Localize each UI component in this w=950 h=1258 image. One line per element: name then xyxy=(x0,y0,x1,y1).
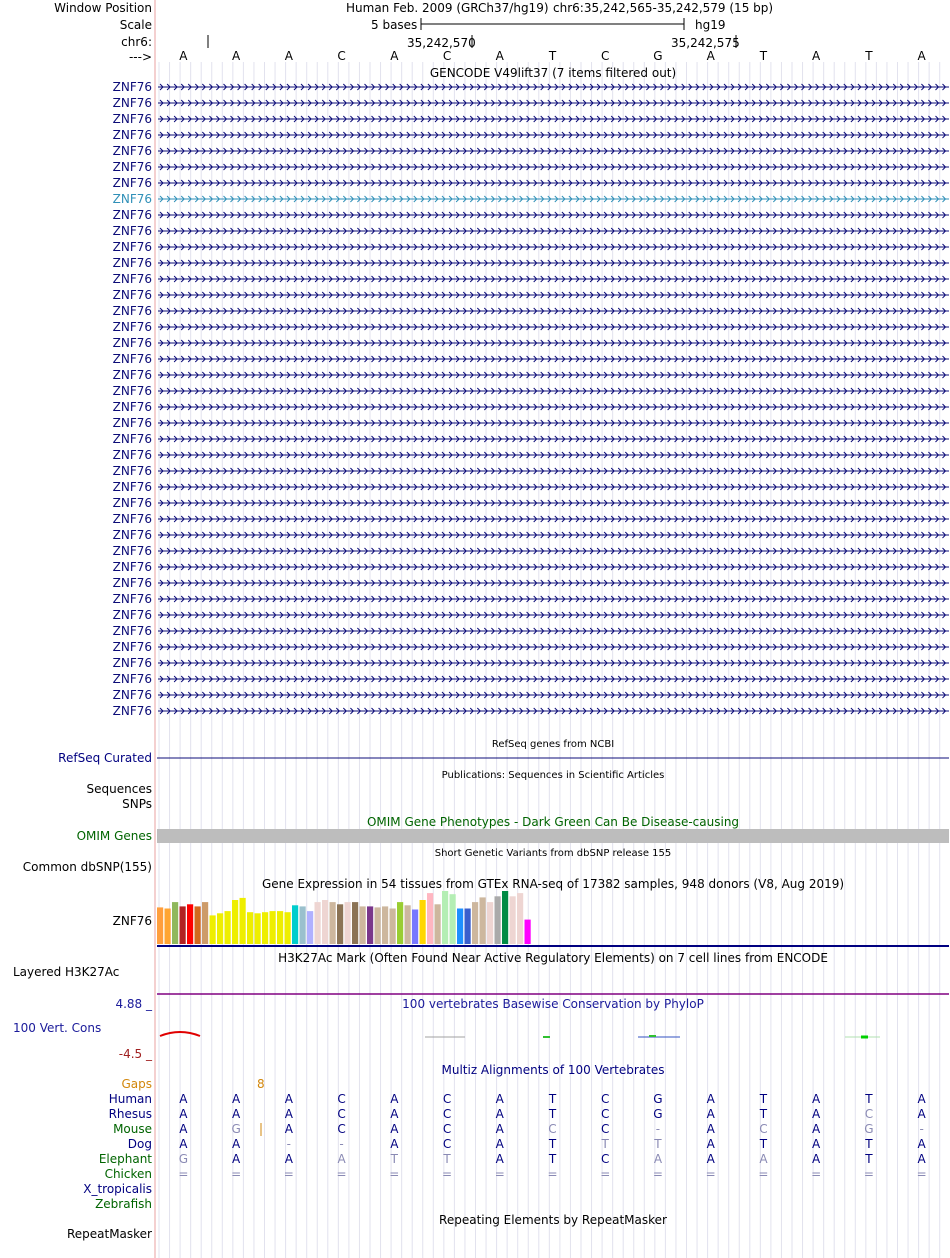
gene-label[interactable]: ZNF76 xyxy=(112,704,152,718)
gtex-bar xyxy=(480,897,486,944)
alignment-base: = xyxy=(600,1167,611,1181)
gene-label[interactable]: ZNF76 xyxy=(112,400,152,414)
phylop-label[interactable]: 100 Vert. Cons xyxy=(13,1021,102,1035)
sequence-base: A xyxy=(179,49,188,63)
gene-label[interactable]: ZNF76 xyxy=(112,464,152,478)
position-label: chr6:35,242,565-35,242,579 (15 bp) xyxy=(553,1,774,15)
alignment-base: A xyxy=(179,1122,188,1136)
gene-label[interactable]: ZNF76 xyxy=(112,432,152,446)
alignment-base: A xyxy=(231,1107,241,1121)
gtex-bar xyxy=(187,904,193,944)
alignment-base: T xyxy=(759,1107,768,1121)
alignment-base: C xyxy=(759,1122,768,1136)
alignment-base: C xyxy=(601,1152,610,1166)
alignment-base: = xyxy=(336,1167,347,1181)
gtex-bar xyxy=(292,905,298,944)
alignment-base: T xyxy=(759,1092,768,1106)
strand-label: ---> xyxy=(128,50,152,64)
species-label[interactable]: Chicken xyxy=(104,1167,152,1181)
alignment-base: A xyxy=(231,1092,241,1106)
h3k27ac-label[interactable]: Layered H3K27Ac xyxy=(13,965,120,979)
sequence-base: A xyxy=(284,49,293,63)
alignment-base: = xyxy=(231,1167,242,1181)
alignment-base: T xyxy=(865,1137,873,1151)
alignment-base: A xyxy=(812,1092,821,1106)
gene-label[interactable]: ZNF76 xyxy=(112,640,152,654)
gtex-bar xyxy=(487,902,493,944)
alignment-base: A xyxy=(495,1122,504,1136)
alignment-base: A xyxy=(812,1107,821,1121)
gene-label[interactable]: ZNF76 xyxy=(112,624,152,638)
alignment-base: T xyxy=(390,1152,398,1166)
alignment-base: G xyxy=(178,1152,189,1166)
alignment-base: G xyxy=(864,1122,874,1136)
alignment-base: A xyxy=(284,1107,293,1121)
alignment-base: A xyxy=(812,1137,821,1151)
gtex-bar xyxy=(517,893,523,944)
alignment-base: A xyxy=(231,1137,241,1151)
alignment-base: C xyxy=(864,1107,874,1121)
gtex-bar xyxy=(495,896,501,944)
gtex-bar xyxy=(412,910,418,945)
species-label[interactable]: X_tropicalis xyxy=(83,1182,152,1196)
dbsnp-label[interactable]: Common dbSNP(155) xyxy=(22,860,152,874)
species-label[interactable]: Mouse xyxy=(113,1122,152,1136)
publications-track-title: Publications: Sequences in Scientific Articles xyxy=(441,770,665,781)
alignment-base: T xyxy=(759,1137,768,1151)
alignment-base: = xyxy=(547,1167,558,1181)
alignment-base: T xyxy=(548,1152,557,1166)
alignment-base: A xyxy=(917,1092,926,1106)
alignment-base: A xyxy=(337,1152,346,1166)
sequence-base: A xyxy=(390,49,399,63)
alignment-base: T xyxy=(654,1137,662,1151)
assembly-label: Human Feb. 2009 (GRCh37/hg19) xyxy=(346,1,549,15)
repeatmasker-label[interactable]: RepeatMasker xyxy=(66,1227,152,1241)
gtex-bar xyxy=(337,904,343,944)
gene-label[interactable]: ZNF76 xyxy=(112,96,152,110)
alignment-base: - xyxy=(919,1122,924,1136)
gtex-bar xyxy=(525,920,531,944)
gene-label[interactable]: ZNF76 xyxy=(112,528,152,542)
gtex-bar xyxy=(157,907,163,944)
multiz-track-title: Multiz Alignments of 100 Vertebrates xyxy=(441,1063,665,1077)
gene-label[interactable]: ZNF76 xyxy=(112,576,152,590)
gtex-bar xyxy=(255,913,261,944)
gtex-bar xyxy=(270,911,276,944)
gene-label[interactable]: ZNF76 xyxy=(112,176,152,190)
alignment-base: = xyxy=(758,1167,769,1181)
alignment-base: T xyxy=(601,1137,609,1151)
gtex-bar xyxy=(232,900,238,944)
alignment-base: = xyxy=(283,1167,294,1181)
gene-label[interactable]: ZNF76 xyxy=(112,112,152,126)
gene-label[interactable]: ZNF76 xyxy=(112,656,152,670)
scale-text: 5 bases xyxy=(371,18,418,32)
alignment-base: A xyxy=(284,1122,293,1136)
alignment-base: A xyxy=(495,1107,504,1121)
gene-label[interactable]: ZNF76 xyxy=(112,128,152,142)
gene-label[interactable]: ZNF76 xyxy=(112,480,152,494)
alignment-base: A xyxy=(706,1137,715,1151)
alignment-base: C xyxy=(442,1122,452,1136)
gap-count: 8 xyxy=(257,1077,265,1091)
sequence-base: C xyxy=(442,49,452,63)
species-label[interactable]: Zebrafish xyxy=(95,1197,152,1211)
alignment-base: C xyxy=(442,1092,452,1106)
gtex-bar xyxy=(375,907,381,944)
alignment-base: A xyxy=(390,1137,399,1151)
gtex-bar xyxy=(442,891,448,944)
gtex-bar xyxy=(450,894,456,944)
gtex-bar xyxy=(247,912,253,944)
alignment-base: T xyxy=(548,1092,557,1106)
gtex-bar xyxy=(397,902,403,944)
chrom-label: chr6: xyxy=(121,35,152,49)
gtex-bar xyxy=(405,905,411,944)
gene-label[interactable]: ZNF76 xyxy=(112,560,152,574)
gene-label[interactable]: ZNF76 xyxy=(112,688,152,702)
gtex-bar xyxy=(277,911,283,944)
gtex-bar xyxy=(285,912,291,944)
gtex-bar xyxy=(165,909,171,945)
alignment-base: T xyxy=(548,1137,557,1151)
refseq-label[interactable]: RefSeq Curated xyxy=(58,751,152,765)
species-label[interactable]: Dog xyxy=(127,1137,152,1151)
alignment-base: A xyxy=(179,1092,188,1106)
gtex-bar xyxy=(420,900,426,944)
alignment-base: A xyxy=(231,1152,241,1166)
gtex-bar xyxy=(330,902,336,944)
gtex-bar xyxy=(510,896,516,944)
alignment-base: T xyxy=(865,1092,873,1106)
gtex-bar xyxy=(180,906,186,944)
gene-label[interactable]: ZNF76 xyxy=(112,304,152,318)
alignment-base: A xyxy=(917,1152,926,1166)
omim-label[interactable]: OMIM Genes xyxy=(76,829,152,843)
gtex-bar xyxy=(435,904,441,944)
gene-label[interactable]: ZNF76 xyxy=(112,272,152,286)
alignment-base: C xyxy=(337,1107,346,1121)
coord-tick-1: 35,242,570 xyxy=(407,36,476,50)
alignment-base: T xyxy=(865,1152,873,1166)
alignment-base: A xyxy=(706,1122,715,1136)
snps-label[interactable]: SNPs xyxy=(122,797,152,811)
alignment-base: C xyxy=(601,1092,610,1106)
alignment-base: A xyxy=(812,1152,821,1166)
gtex-bar xyxy=(195,906,201,944)
gtex-track-title: Gene Expression in 54 tissues from GTEx RNA-seq of 17382 samples, 948 donors (V8, Aug 2019) xyxy=(261,877,845,891)
sequence-base: T xyxy=(548,49,557,63)
gene-label[interactable]: ZNF76 xyxy=(112,448,152,462)
alignment-base: A xyxy=(706,1092,715,1106)
gene-label[interactable]: ZNF76 xyxy=(112,608,152,622)
alignment-base: A xyxy=(917,1137,926,1151)
sequence-base: C xyxy=(601,49,610,63)
db-label: hg19 xyxy=(695,18,726,32)
gtex-bar xyxy=(225,911,231,944)
alignment-base: T xyxy=(548,1107,557,1121)
gtex-bar xyxy=(262,912,268,944)
gtex-bar xyxy=(472,902,478,944)
sequence-base: T xyxy=(759,49,768,63)
alignment-base: A xyxy=(390,1092,399,1106)
gtex-bar xyxy=(240,898,246,944)
alignment-base: = xyxy=(811,1167,822,1181)
gene-label[interactable]: ZNF76 xyxy=(112,144,152,158)
species-label[interactable]: Elephant xyxy=(98,1152,152,1166)
species-label[interactable]: Human xyxy=(108,1092,152,1106)
gene-label[interactable]: ZNF76 xyxy=(112,496,152,510)
alignment-base: A xyxy=(706,1152,715,1166)
alignment-base: C xyxy=(442,1107,452,1121)
alignment-base: A xyxy=(495,1137,504,1151)
sequence-base: G xyxy=(653,49,663,63)
gtex-bar xyxy=(322,900,328,944)
alignment-base: A xyxy=(390,1122,399,1136)
gene-label[interactable]: ZNF76 xyxy=(112,240,152,254)
alignment-base: A xyxy=(179,1137,188,1151)
alignment-base: A xyxy=(917,1107,926,1121)
gtex-bar xyxy=(367,906,373,944)
alignment-base: = xyxy=(863,1167,874,1181)
gene-label[interactable]: ZNF76 xyxy=(112,208,152,222)
species-label[interactable]: Rhesus xyxy=(108,1107,152,1121)
alignment-base: A xyxy=(706,1107,715,1121)
gene-label[interactable]: ZNF76 xyxy=(112,320,152,334)
alignment-base: A xyxy=(284,1092,293,1106)
window-position-label: Window Position xyxy=(54,1,152,15)
alignment-base: = xyxy=(652,1167,663,1181)
repeatmasker-track-title: Repeating Elements by RepeatMasker xyxy=(439,1213,667,1227)
dbsnp-track-title: Short Genetic Variants from dbSNP release 155 xyxy=(434,848,672,859)
sequence-base: T xyxy=(865,49,873,63)
gtex-bar xyxy=(457,909,463,945)
gtex-bar xyxy=(345,902,351,944)
omim-bar xyxy=(157,829,949,843)
gtex-bar xyxy=(382,906,388,944)
coord-tick-2: 35,242,575 xyxy=(671,36,740,50)
alignment-base: = xyxy=(442,1167,453,1181)
omim-track-title: OMIM Gene Phenotypes - Dark Green Can Be Disease-causing xyxy=(366,815,740,829)
gene-label[interactable]: ZNF76 xyxy=(112,80,152,94)
sequence-base: A xyxy=(495,49,504,63)
alignment-base: C xyxy=(337,1122,346,1136)
gtex-bar xyxy=(360,906,366,944)
gene-label[interactable]: ZNF76 xyxy=(112,416,152,430)
alignment-base: = xyxy=(916,1167,927,1181)
alignment-base: C xyxy=(601,1122,610,1136)
gtex-bar xyxy=(502,891,508,944)
alignment-base: A xyxy=(812,1122,821,1136)
h3k27ac-track-title: H3K27Ac Mark (Often Found Near Active Regulatory Elements) on 7 cell lines from ENCODE xyxy=(278,951,828,965)
scale-label: Scale xyxy=(119,18,152,32)
gtex-bar xyxy=(300,906,306,944)
alignment-base: C xyxy=(337,1092,346,1106)
alignment-base: = xyxy=(494,1167,505,1181)
alignment-base: - xyxy=(339,1137,344,1151)
alignment-base: G xyxy=(653,1107,663,1121)
gtex-bar xyxy=(427,893,433,944)
gaps-label: Gaps xyxy=(121,1077,152,1091)
gene-label[interactable]: ZNF76 xyxy=(112,336,152,350)
gene-label[interactable]: ZNF76 xyxy=(112,288,152,302)
gene-label[interactable]: ZNF76 xyxy=(112,224,152,238)
gene-label[interactable]: ZNF76 xyxy=(112,384,152,398)
phylop-track-title: 100 vertebrates Basewise Conservation by PhyloP xyxy=(402,997,704,1011)
gtex-bar xyxy=(315,902,321,944)
gene-label[interactable]: ZNF76 xyxy=(112,192,152,206)
gtex-bar xyxy=(307,911,313,944)
alignment-base: A xyxy=(495,1152,504,1166)
sequence-base: A xyxy=(917,49,926,63)
gtex-gene-label[interactable]: ZNF76 xyxy=(112,914,152,928)
alignment-base: A xyxy=(759,1152,768,1166)
alignment-base: A xyxy=(284,1152,293,1166)
gene-label[interactable]: ZNF76 xyxy=(112,592,152,606)
alignment-base: G xyxy=(231,1122,241,1136)
phylop-min-label: -4.5 _ xyxy=(118,1047,152,1061)
alignment-base: - xyxy=(286,1137,291,1151)
alignment-base: A xyxy=(179,1107,188,1121)
sequence-base: A xyxy=(812,49,821,63)
sequences-label[interactable]: Sequences xyxy=(86,782,152,796)
phylop-max-label: 4.88 _ xyxy=(115,997,152,1011)
gtex-bar xyxy=(390,909,396,945)
alignment-base: = xyxy=(389,1167,400,1181)
alignment-base: C xyxy=(601,1107,610,1121)
alignment-base: = xyxy=(178,1167,189,1181)
alignment-base: = xyxy=(705,1167,716,1181)
sequence-base: C xyxy=(337,49,346,63)
gene-label[interactable]: ZNF76 xyxy=(112,544,152,558)
gene-label[interactable]: ZNF76 xyxy=(112,672,152,686)
sequence-base: A xyxy=(706,49,715,63)
gene-label[interactable]: ZNF76 xyxy=(112,256,152,270)
sequence-base: A xyxy=(231,49,241,63)
gene-label[interactable]: ZNF76 xyxy=(112,368,152,382)
alignment-base: G xyxy=(653,1092,663,1106)
gene-label[interactable]: ZNF76 xyxy=(112,352,152,366)
gtex-bar xyxy=(217,913,223,944)
alignment-base: - xyxy=(655,1122,661,1136)
refseq-track-title: RefSeq genes from NCBI xyxy=(491,739,615,750)
gtex-bar xyxy=(172,902,178,944)
alignment-base: A xyxy=(390,1107,399,1121)
alignment-base: C xyxy=(548,1122,557,1136)
alignment-base: C xyxy=(442,1137,452,1151)
gtex-bar xyxy=(352,902,358,944)
alignment-base: T xyxy=(443,1152,451,1166)
alignment-base: A xyxy=(495,1092,504,1106)
gencode-track-title: GENCODE V49lift37 (7 items filtered out) xyxy=(429,66,677,80)
gtex-bar xyxy=(202,902,208,944)
gtex-bar xyxy=(210,915,216,944)
alignment-base: A xyxy=(653,1152,663,1166)
gtex-bar xyxy=(465,909,471,945)
gene-label[interactable]: ZNF76 xyxy=(112,512,152,526)
gene-label[interactable]: ZNF76 xyxy=(112,160,152,174)
